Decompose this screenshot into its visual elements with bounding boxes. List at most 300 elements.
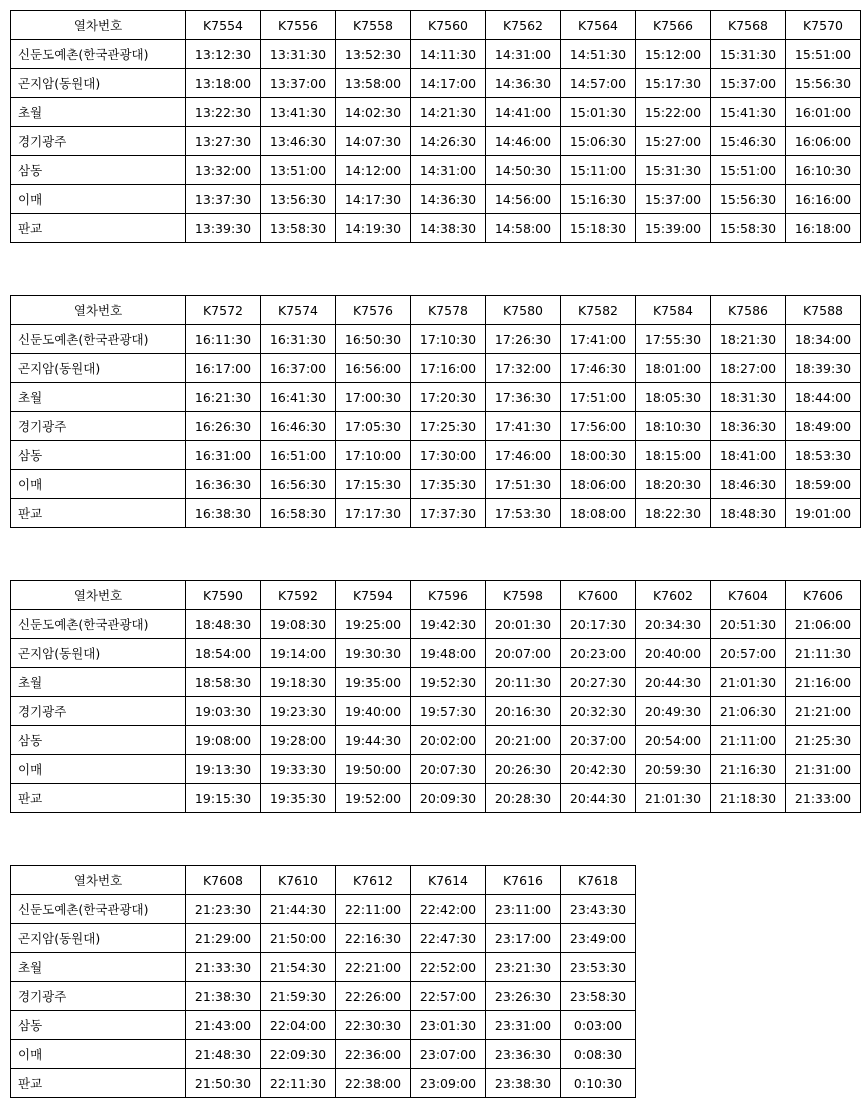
timetable-block-2 xyxy=(10,295,861,528)
station-name: 초월 xyxy=(11,98,186,127)
departure-time: 13:58:30 xyxy=(261,214,336,243)
departure-time: 16:51:00 xyxy=(261,441,336,470)
departure-time: 21:16:00 xyxy=(786,668,861,697)
departure-time: 23:36:30 xyxy=(486,1040,561,1069)
departure-time: 19:18:30 xyxy=(261,668,336,697)
departure-time: 15:01:30 xyxy=(561,98,636,127)
departure-time: 21:44:30 xyxy=(261,895,336,924)
departure-time: 18:10:30 xyxy=(636,412,711,441)
departure-time: 18:39:30 xyxy=(786,354,861,383)
departure-time: 16:01:00 xyxy=(786,98,861,127)
departure-time: 18:59:00 xyxy=(786,470,861,499)
departure-time: 13:52:30 xyxy=(336,40,411,69)
departure-time: 16:10:30 xyxy=(786,156,861,185)
departure-time: 13:31:30 xyxy=(261,40,336,69)
departure-time: 15:18:30 xyxy=(561,214,636,243)
departure-time: 21:38:30 xyxy=(186,982,261,1011)
header-row xyxy=(11,581,861,610)
departure-time: 16:58:30 xyxy=(261,499,336,528)
departure-time: 16:56:00 xyxy=(336,354,411,383)
train-number: K7610 xyxy=(261,866,336,895)
station-name: 곤지암(동원대) xyxy=(11,69,186,98)
departure-time: 18:31:30 xyxy=(711,383,786,412)
departure-time: 17:41:30 xyxy=(486,412,561,441)
table-row xyxy=(11,40,861,69)
departure-time: 16:18:00 xyxy=(786,214,861,243)
departure-time: 23:31:00 xyxy=(486,1011,561,1040)
train-number: K7554 xyxy=(186,11,261,40)
train-number: K7558 xyxy=(336,11,411,40)
departure-time: 16:17:00 xyxy=(186,354,261,383)
train-number: K7556 xyxy=(261,11,336,40)
station-name: 경기광주 xyxy=(11,697,186,726)
departure-time: 19:52:00 xyxy=(336,784,411,813)
departure-time: 19:44:30 xyxy=(336,726,411,755)
station-name: 삼동 xyxy=(11,441,186,470)
departure-time: 21:11:30 xyxy=(786,639,861,668)
departure-time: 18:54:00 xyxy=(186,639,261,668)
departure-time: 21:18:30 xyxy=(711,784,786,813)
table-row xyxy=(11,610,861,639)
station-name: 경기광주 xyxy=(11,412,186,441)
departure-time: 14:57:00 xyxy=(561,69,636,98)
departure-time: 17:15:30 xyxy=(336,470,411,499)
train-number: K7618 xyxy=(561,866,636,895)
departure-time: 16:21:30 xyxy=(186,383,261,412)
departure-time: 17:51:00 xyxy=(561,383,636,412)
departure-time: 15:56:30 xyxy=(711,185,786,214)
departure-time: 13:37:00 xyxy=(261,69,336,98)
departure-time: 18:34:00 xyxy=(786,325,861,354)
table-row xyxy=(11,185,861,214)
departure-time: 20:21:00 xyxy=(486,726,561,755)
departure-time: 19:14:00 xyxy=(261,639,336,668)
departure-time: 14:11:30 xyxy=(411,40,486,69)
departure-time: 20:27:30 xyxy=(561,668,636,697)
departure-time: 19:42:30 xyxy=(411,610,486,639)
departure-time: 23:49:00 xyxy=(561,924,636,953)
table-row xyxy=(11,953,636,982)
departure-time: 15:56:30 xyxy=(786,69,861,98)
departure-time: 13:22:30 xyxy=(186,98,261,127)
departure-time: 18:44:00 xyxy=(786,383,861,412)
departure-time: 14:12:00 xyxy=(336,156,411,185)
departure-time: 15:31:30 xyxy=(711,40,786,69)
table-row xyxy=(11,98,861,127)
station-name: 경기광주 xyxy=(11,982,186,1011)
departure-time: 13:56:30 xyxy=(261,185,336,214)
departure-time: 20:07:00 xyxy=(486,639,561,668)
station-name: 이매 xyxy=(11,470,186,499)
departure-time: 18:01:00 xyxy=(636,354,711,383)
table-row xyxy=(11,499,861,528)
departure-time: 15:37:00 xyxy=(636,185,711,214)
departure-time: 21:11:00 xyxy=(711,726,786,755)
departure-time: 18:48:30 xyxy=(711,499,786,528)
departure-time: 16:46:30 xyxy=(261,412,336,441)
departure-time: 0:03:00 xyxy=(561,1011,636,1040)
departure-time: 14:02:30 xyxy=(336,98,411,127)
departure-time: 16:56:30 xyxy=(261,470,336,499)
departure-time: 14:36:30 xyxy=(486,69,561,98)
departure-time: 20:32:30 xyxy=(561,697,636,726)
departure-time: 16:26:30 xyxy=(186,412,261,441)
departure-time: 18:48:30 xyxy=(186,610,261,639)
departure-time: 21:16:30 xyxy=(711,755,786,784)
departure-time: 20:42:30 xyxy=(561,755,636,784)
header-row xyxy=(11,11,861,40)
departure-time: 20:01:30 xyxy=(486,610,561,639)
departure-time: 18:08:00 xyxy=(561,499,636,528)
departure-time: 14:50:30 xyxy=(486,156,561,185)
departure-time: 15:17:30 xyxy=(636,69,711,98)
departure-time: 0:10:30 xyxy=(561,1069,636,1098)
departure-time: 18:05:30 xyxy=(636,383,711,412)
departure-time: 20:16:30 xyxy=(486,697,561,726)
table-row xyxy=(11,156,861,185)
departure-time: 18:46:30 xyxy=(711,470,786,499)
departure-time: 21:33:30 xyxy=(186,953,261,982)
departure-time: 14:36:30 xyxy=(411,185,486,214)
header-row xyxy=(11,296,861,325)
departure-time: 21:33:00 xyxy=(786,784,861,813)
train-number: K7592 xyxy=(261,581,336,610)
train-number-label: 열차번호 xyxy=(11,11,186,40)
train-number-label: 열차번호 xyxy=(11,296,186,325)
departure-time: 20:17:30 xyxy=(561,610,636,639)
train-number: K7598 xyxy=(486,581,561,610)
departure-time: 15:51:00 xyxy=(711,156,786,185)
departure-time: 17:25:30 xyxy=(411,412,486,441)
train-number: K7588 xyxy=(786,296,861,325)
departure-time: 22:38:00 xyxy=(336,1069,411,1098)
departure-time: 22:11:00 xyxy=(336,895,411,924)
departure-time: 20:51:30 xyxy=(711,610,786,639)
departure-time: 13:32:00 xyxy=(186,156,261,185)
table-row xyxy=(11,1069,636,1098)
departure-time: 20:57:00 xyxy=(711,639,786,668)
departure-time: 13:27:30 xyxy=(186,127,261,156)
departure-time: 23:53:30 xyxy=(561,953,636,982)
departure-time: 20:59:30 xyxy=(636,755,711,784)
station-name: 판교 xyxy=(11,1069,186,1098)
departure-time: 16:31:30 xyxy=(261,325,336,354)
train-number: K7578 xyxy=(411,296,486,325)
timetable-block-3 xyxy=(10,580,861,813)
departure-time: 14:58:00 xyxy=(486,214,561,243)
train-number: K7580 xyxy=(486,296,561,325)
station-name: 판교 xyxy=(11,784,186,813)
train-number: K7604 xyxy=(711,581,786,610)
departure-time: 15:22:00 xyxy=(636,98,711,127)
departure-time: 17:10:30 xyxy=(411,325,486,354)
departure-time: 14:17:00 xyxy=(411,69,486,98)
departure-time: 21:06:30 xyxy=(711,697,786,726)
train-number: K7608 xyxy=(186,866,261,895)
departure-time: 20:23:00 xyxy=(561,639,636,668)
departure-time: 14:21:30 xyxy=(411,98,486,127)
departure-time: 18:20:30 xyxy=(636,470,711,499)
departure-time: 19:01:00 xyxy=(786,499,861,528)
departure-time: 19:33:30 xyxy=(261,755,336,784)
train-number: K7612 xyxy=(336,866,411,895)
departure-time: 22:52:00 xyxy=(411,953,486,982)
departure-time: 14:26:30 xyxy=(411,127,486,156)
departure-time: 19:35:00 xyxy=(336,668,411,697)
departure-time: 23:43:30 xyxy=(561,895,636,924)
table-row xyxy=(11,639,861,668)
departure-time: 20:26:30 xyxy=(486,755,561,784)
table-row xyxy=(11,214,861,243)
departure-time: 16:37:00 xyxy=(261,354,336,383)
departure-time: 21:54:30 xyxy=(261,953,336,982)
departure-time: 15:11:00 xyxy=(561,156,636,185)
train-number: K7606 xyxy=(786,581,861,610)
departure-time: 19:28:00 xyxy=(261,726,336,755)
station-name: 판교 xyxy=(11,214,186,243)
table-row xyxy=(11,325,861,354)
train-number: K7566 xyxy=(636,11,711,40)
train-number: K7560 xyxy=(411,11,486,40)
table-row xyxy=(11,127,861,156)
departure-time: 22:47:30 xyxy=(411,924,486,953)
table-row xyxy=(11,982,636,1011)
departure-time: 15:39:00 xyxy=(636,214,711,243)
table-row xyxy=(11,412,861,441)
departure-time: 17:30:00 xyxy=(411,441,486,470)
table-row xyxy=(11,755,861,784)
departure-time: 21:06:00 xyxy=(786,610,861,639)
train-number: K7572 xyxy=(186,296,261,325)
departure-time: 14:07:30 xyxy=(336,127,411,156)
departure-time: 14:56:00 xyxy=(486,185,561,214)
departure-time: 15:58:30 xyxy=(711,214,786,243)
departure-time: 16:16:00 xyxy=(786,185,861,214)
station-name: 초월 xyxy=(11,383,186,412)
departure-time: 18:58:30 xyxy=(186,668,261,697)
station-name: 신둔도예촌(한국관광대) xyxy=(11,325,186,354)
departure-time: 17:37:30 xyxy=(411,499,486,528)
table-row xyxy=(11,1011,636,1040)
train-number: K7568 xyxy=(711,11,786,40)
station-name: 이매 xyxy=(11,185,186,214)
departure-time: 19:40:00 xyxy=(336,697,411,726)
departure-time: 13:46:30 xyxy=(261,127,336,156)
departure-time: 19:52:30 xyxy=(411,668,486,697)
departure-time: 21:50:30 xyxy=(186,1069,261,1098)
departure-time: 20:07:30 xyxy=(411,755,486,784)
departure-time: 16:06:00 xyxy=(786,127,861,156)
departure-time: 17:32:00 xyxy=(486,354,561,383)
station-name: 곤지암(동원대) xyxy=(11,354,186,383)
departure-time: 16:11:30 xyxy=(186,325,261,354)
train-number: K7596 xyxy=(411,581,486,610)
train-number: K7594 xyxy=(336,581,411,610)
departure-time: 22:11:30 xyxy=(261,1069,336,1098)
departure-time: 21:59:30 xyxy=(261,982,336,1011)
train-number: K7586 xyxy=(711,296,786,325)
departure-time: 14:17:30 xyxy=(336,185,411,214)
departure-time: 19:35:30 xyxy=(261,784,336,813)
station-name: 삼동 xyxy=(11,156,186,185)
departure-time: 21:31:00 xyxy=(786,755,861,784)
train-number: K7562 xyxy=(486,11,561,40)
table-row xyxy=(11,895,636,924)
departure-time: 22:30:30 xyxy=(336,1011,411,1040)
table-row xyxy=(11,784,861,813)
departure-time: 20:34:30 xyxy=(636,610,711,639)
table-row xyxy=(11,383,861,412)
departure-time: 17:35:30 xyxy=(411,470,486,499)
departure-time: 13:12:30 xyxy=(186,40,261,69)
departure-time: 23:58:30 xyxy=(561,982,636,1011)
departure-time: 18:22:30 xyxy=(636,499,711,528)
departure-time: 19:13:30 xyxy=(186,755,261,784)
departure-time: 19:25:00 xyxy=(336,610,411,639)
train-number: K7602 xyxy=(636,581,711,610)
header-row xyxy=(11,866,636,895)
departure-time: 21:29:00 xyxy=(186,924,261,953)
departure-time: 20:37:00 xyxy=(561,726,636,755)
station-name: 신둔도예촌(한국관광대) xyxy=(11,895,186,924)
table-row xyxy=(11,924,636,953)
departure-time: 15:51:00 xyxy=(786,40,861,69)
departure-time: 20:11:30 xyxy=(486,668,561,697)
train-number: K7582 xyxy=(561,296,636,325)
departure-time: 23:26:30 xyxy=(486,982,561,1011)
departure-time: 23:17:00 xyxy=(486,924,561,953)
departure-time: 21:23:30 xyxy=(186,895,261,924)
departure-time: 20:49:30 xyxy=(636,697,711,726)
train-number: K7576 xyxy=(336,296,411,325)
departure-time: 18:27:00 xyxy=(711,354,786,383)
station-name: 판교 xyxy=(11,499,186,528)
departure-time: 19:48:00 xyxy=(411,639,486,668)
departure-time: 19:03:30 xyxy=(186,697,261,726)
departure-time: 21:21:00 xyxy=(786,697,861,726)
departure-time: 14:51:30 xyxy=(561,40,636,69)
departure-time: 15:41:30 xyxy=(711,98,786,127)
departure-time: 17:51:30 xyxy=(486,470,561,499)
departure-time: 14:19:30 xyxy=(336,214,411,243)
departure-time: 22:21:00 xyxy=(336,953,411,982)
train-number: K7616 xyxy=(486,866,561,895)
departure-time: 22:36:00 xyxy=(336,1040,411,1069)
departure-time: 22:26:00 xyxy=(336,982,411,1011)
departure-time: 16:41:30 xyxy=(261,383,336,412)
departure-time: 17:00:30 xyxy=(336,383,411,412)
train-number-label: 열차번호 xyxy=(11,866,186,895)
departure-time: 17:10:00 xyxy=(336,441,411,470)
departure-time: 13:51:00 xyxy=(261,156,336,185)
departure-time: 21:50:00 xyxy=(261,924,336,953)
departure-time: 15:31:30 xyxy=(636,156,711,185)
train-number: K7584 xyxy=(636,296,711,325)
departure-time: 18:49:00 xyxy=(786,412,861,441)
train-number: K7614 xyxy=(411,866,486,895)
train-number-label: 열차번호 xyxy=(11,581,186,610)
departure-time: 14:31:00 xyxy=(411,156,486,185)
station-name: 삼동 xyxy=(11,1011,186,1040)
train-number: K7590 xyxy=(186,581,261,610)
departure-time: 22:57:00 xyxy=(411,982,486,1011)
departure-time: 15:12:00 xyxy=(636,40,711,69)
table-row xyxy=(11,697,861,726)
station-name: 초월 xyxy=(11,668,186,697)
train-number: K7564 xyxy=(561,11,636,40)
departure-time: 13:39:30 xyxy=(186,214,261,243)
station-name: 신둔도예촌(한국관광대) xyxy=(11,40,186,69)
departure-time: 21:01:30 xyxy=(636,784,711,813)
departure-time: 20:09:30 xyxy=(411,784,486,813)
departure-time: 20:44:30 xyxy=(636,668,711,697)
departure-time: 23:01:30 xyxy=(411,1011,486,1040)
departure-time: 22:16:30 xyxy=(336,924,411,953)
station-name: 신둔도예촌(한국관광대) xyxy=(11,610,186,639)
departure-time: 17:56:00 xyxy=(561,412,636,441)
table-row xyxy=(11,69,861,98)
departure-time: 20:40:00 xyxy=(636,639,711,668)
departure-time: 17:53:30 xyxy=(486,499,561,528)
departure-time: 23:07:00 xyxy=(411,1040,486,1069)
table-row xyxy=(11,354,861,383)
departure-time: 17:20:30 xyxy=(411,383,486,412)
departure-time: 23:38:30 xyxy=(486,1069,561,1098)
departure-time: 21:48:30 xyxy=(186,1040,261,1069)
departure-time: 20:44:30 xyxy=(561,784,636,813)
departure-time: 19:08:00 xyxy=(186,726,261,755)
departure-time: 19:15:30 xyxy=(186,784,261,813)
departure-time: 20:54:00 xyxy=(636,726,711,755)
departure-time: 17:46:00 xyxy=(486,441,561,470)
departure-time: 23:09:00 xyxy=(411,1069,486,1098)
station-name: 삼동 xyxy=(11,726,186,755)
departure-time: 17:05:30 xyxy=(336,412,411,441)
table-row xyxy=(11,1040,636,1069)
train-number: K7600 xyxy=(561,581,636,610)
departure-time: 23:11:00 xyxy=(486,895,561,924)
departure-time: 17:41:00 xyxy=(561,325,636,354)
departure-time: 14:38:30 xyxy=(411,214,486,243)
table-row xyxy=(11,470,861,499)
departure-time: 17:17:30 xyxy=(336,499,411,528)
departure-time: 15:16:30 xyxy=(561,185,636,214)
departure-time: 22:09:30 xyxy=(261,1040,336,1069)
departure-time: 19:08:30 xyxy=(261,610,336,639)
departure-time: 13:41:30 xyxy=(261,98,336,127)
departure-time: 0:08:30 xyxy=(561,1040,636,1069)
table-row xyxy=(11,441,861,470)
departure-time: 18:15:00 xyxy=(636,441,711,470)
station-name: 초월 xyxy=(11,953,186,982)
departure-time: 13:37:30 xyxy=(186,185,261,214)
departure-time: 18:36:30 xyxy=(711,412,786,441)
departure-time: 23:21:30 xyxy=(486,953,561,982)
timetable-block-1 xyxy=(10,10,861,243)
departure-time: 21:25:30 xyxy=(786,726,861,755)
departure-time: 18:21:30 xyxy=(711,325,786,354)
departure-time: 14:46:00 xyxy=(486,127,561,156)
station-name: 경기광주 xyxy=(11,127,186,156)
departure-time: 17:46:30 xyxy=(561,354,636,383)
departure-time: 16:50:30 xyxy=(336,325,411,354)
departure-time: 19:30:30 xyxy=(336,639,411,668)
departure-time: 13:18:00 xyxy=(186,69,261,98)
departure-time: 15:27:00 xyxy=(636,127,711,156)
table-row xyxy=(11,668,861,697)
timetable-block-4 xyxy=(10,865,636,1098)
departure-time: 19:57:30 xyxy=(411,697,486,726)
